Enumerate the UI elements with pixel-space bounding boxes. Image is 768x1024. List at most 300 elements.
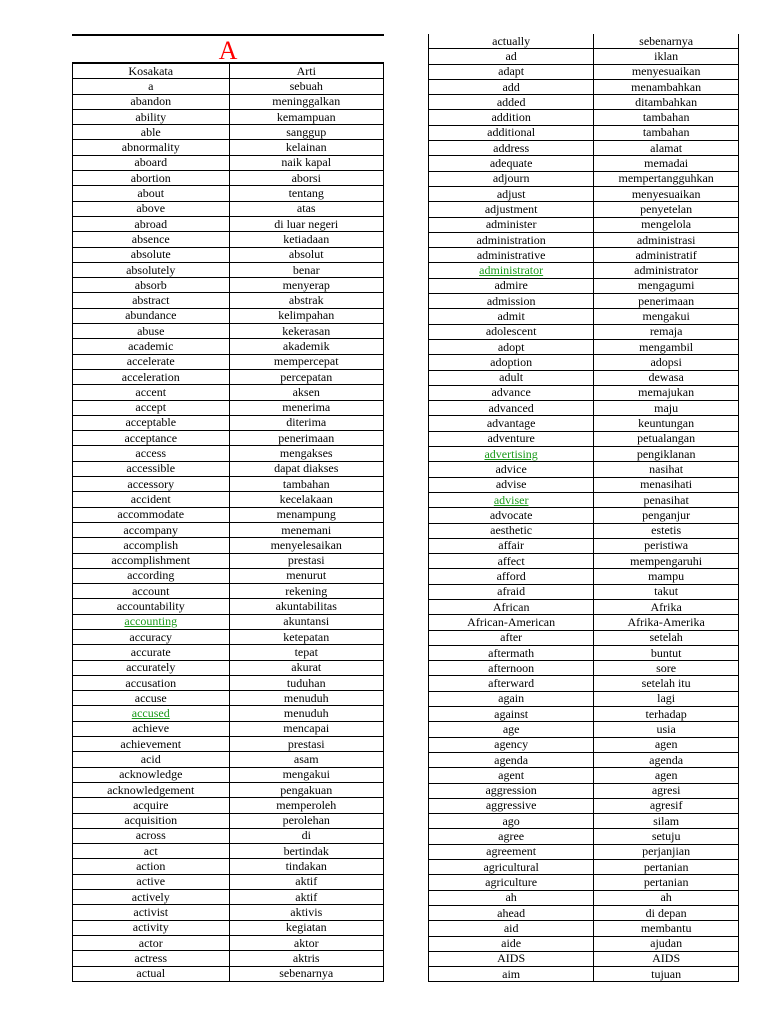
vocab-word: acquisition bbox=[73, 813, 230, 828]
table-row bbox=[429, 722, 739, 737]
vocab-meaning: akademik bbox=[229, 339, 384, 354]
vocab-word: accuse bbox=[73, 691, 230, 706]
vocab-meaning: menuduh bbox=[229, 706, 384, 721]
table-row bbox=[429, 355, 739, 370]
vocab-meaning: asam bbox=[229, 752, 384, 767]
vocab-word-link[interactable]: accounting bbox=[73, 614, 230, 629]
vocab-word: accept bbox=[73, 400, 230, 415]
vocab-meaning: absolut bbox=[229, 247, 384, 262]
vocab-word: achieve bbox=[73, 721, 230, 736]
vocab-meaning: menyesuaikan bbox=[594, 186, 739, 201]
table-row bbox=[429, 156, 739, 171]
table-row bbox=[429, 324, 739, 339]
vocab-word: absolutely bbox=[73, 262, 230, 277]
table-row bbox=[73, 354, 384, 369]
page-title: A bbox=[72, 34, 384, 63]
vocab-word: accurately bbox=[73, 660, 230, 675]
vocab-meaning: aborsi bbox=[229, 171, 384, 186]
vocab-meaning: setelah bbox=[594, 630, 739, 645]
vocab-word: accusation bbox=[73, 675, 230, 690]
vocab-meaning: Afrika bbox=[594, 599, 739, 614]
vocab-meaning: tindakan bbox=[229, 859, 384, 874]
vocab-word: aggressive bbox=[429, 798, 594, 813]
table-row bbox=[73, 109, 384, 124]
vocab-meaning: aktris bbox=[229, 951, 384, 966]
vocab-word: advanced bbox=[429, 401, 594, 416]
vocab-word: above bbox=[73, 201, 230, 216]
table-row bbox=[429, 921, 739, 936]
vocab-meaning: prestasi bbox=[229, 737, 384, 752]
right-table-body bbox=[429, 34, 739, 982]
vocab-meaning: tambahan bbox=[594, 110, 739, 125]
vocab-word: acknowledge bbox=[73, 767, 230, 782]
vocab-meaning: penyetelan bbox=[594, 202, 739, 217]
vocab-meaning: di depan bbox=[594, 905, 739, 920]
vocab-word: abandon bbox=[73, 94, 230, 109]
table-row bbox=[429, 125, 739, 140]
table-row bbox=[73, 492, 384, 507]
vocab-meaning: di luar negeri bbox=[229, 216, 384, 231]
vocab-word: adequate bbox=[429, 156, 594, 171]
table-row bbox=[73, 584, 384, 599]
vocab-word: afford bbox=[429, 569, 594, 584]
table-row bbox=[73, 660, 384, 675]
table-row bbox=[73, 125, 384, 140]
vocab-meaning: memadai bbox=[594, 156, 739, 171]
table-row bbox=[73, 645, 384, 660]
table-row bbox=[73, 721, 384, 736]
vocab-meaning: meninggalkan bbox=[229, 94, 384, 109]
table-row bbox=[429, 232, 739, 247]
vocab-word: advice bbox=[429, 462, 594, 477]
table-row bbox=[73, 94, 384, 109]
table-row bbox=[429, 599, 739, 614]
table-row bbox=[73, 813, 384, 828]
vocab-meaning: iklan bbox=[594, 49, 739, 64]
vocab-word: agriculture bbox=[429, 875, 594, 890]
table-row bbox=[73, 324, 384, 339]
vocab-word: afterward bbox=[429, 676, 594, 691]
vocab-word: aim bbox=[429, 967, 594, 982]
vocab-word: ability bbox=[73, 109, 230, 124]
table-row bbox=[429, 829, 739, 844]
table-row bbox=[429, 248, 739, 263]
table-row bbox=[429, 462, 739, 477]
table-row bbox=[429, 447, 739, 462]
vocab-meaning: tujuan bbox=[594, 967, 739, 982]
vocab-meaning: penganjur bbox=[594, 508, 739, 523]
vocab-word: again bbox=[429, 691, 594, 706]
table-row bbox=[429, 584, 739, 599]
table-row bbox=[73, 431, 384, 446]
vocab-word: accountability bbox=[73, 599, 230, 614]
vocab-word: affect bbox=[429, 554, 594, 569]
table-row bbox=[429, 905, 739, 920]
header-word: Kosakata bbox=[73, 64, 230, 79]
vocab-meaning: agen bbox=[594, 737, 739, 752]
right-vocabulary-column bbox=[428, 34, 739, 982]
table-row bbox=[73, 522, 384, 537]
vocab-word-link[interactable]: accused bbox=[73, 706, 230, 721]
vocab-meaning: rekening bbox=[229, 584, 384, 599]
vocab-word: acceptance bbox=[73, 431, 230, 446]
table-row bbox=[429, 49, 739, 64]
table-row bbox=[73, 782, 384, 797]
vocab-word: after bbox=[429, 630, 594, 645]
table-row bbox=[429, 416, 739, 431]
vocab-meaning: memperoleh bbox=[229, 798, 384, 813]
vocab-meaning: mengagumi bbox=[594, 278, 739, 293]
table-header-row bbox=[73, 64, 384, 79]
vocab-word: achievement bbox=[73, 737, 230, 752]
vocab-meaning: mengelola bbox=[594, 217, 739, 232]
table-row bbox=[429, 676, 739, 691]
vocab-meaning: maju bbox=[594, 401, 739, 416]
vocab-meaning: takut bbox=[594, 584, 739, 599]
vocab-meaning: atas bbox=[229, 201, 384, 216]
vocab-word: aide bbox=[429, 936, 594, 951]
table-row bbox=[429, 492, 739, 507]
table-row bbox=[73, 201, 384, 216]
table-row bbox=[429, 79, 739, 94]
vocab-meaning: agenda bbox=[594, 752, 739, 767]
table-row bbox=[429, 202, 739, 217]
vocab-word: accessible bbox=[73, 461, 230, 476]
vocab-word: afternoon bbox=[429, 661, 594, 676]
vocab-word: actual bbox=[73, 966, 230, 981]
table-row bbox=[429, 370, 739, 385]
vocab-word: access bbox=[73, 446, 230, 461]
table-row bbox=[429, 171, 739, 186]
table-row bbox=[429, 768, 739, 783]
vocab-word: absorb bbox=[73, 278, 230, 293]
vocab-word: aid bbox=[429, 921, 594, 936]
vocab-word: acknowledgement bbox=[73, 782, 230, 797]
table-row bbox=[429, 936, 739, 951]
vocab-meaning: sore bbox=[594, 661, 739, 676]
vocab-meaning: administrasi bbox=[594, 232, 739, 247]
table-row bbox=[73, 186, 384, 201]
vocab-word: adult bbox=[429, 370, 594, 385]
vocab-word: advise bbox=[429, 477, 594, 492]
vocab-word: actually bbox=[429, 34, 594, 49]
table-row bbox=[73, 737, 384, 752]
vocab-meaning: akuntansi bbox=[229, 614, 384, 629]
vocab-meaning: menampung bbox=[229, 507, 384, 522]
table-row bbox=[429, 186, 739, 201]
vocab-meaning: menyerap bbox=[229, 278, 384, 293]
vocab-meaning: ditambahkan bbox=[594, 95, 739, 110]
vocab-meaning: menambahkan bbox=[594, 79, 739, 94]
header-meaning: Arti bbox=[229, 64, 384, 79]
vocab-word: adapt bbox=[429, 64, 594, 79]
table-row bbox=[73, 675, 384, 690]
vocab-meaning: estetis bbox=[594, 523, 739, 538]
table-row bbox=[73, 920, 384, 935]
vocab-meaning: terhadap bbox=[594, 707, 739, 722]
vocab-word: absence bbox=[73, 232, 230, 247]
table-row bbox=[429, 691, 739, 706]
vocab-meaning: kelimpahan bbox=[229, 308, 384, 323]
vocab-word: accelerate bbox=[73, 354, 230, 369]
table-row bbox=[429, 339, 739, 354]
vocab-meaning: AIDS bbox=[594, 951, 739, 966]
table-row bbox=[73, 477, 384, 492]
vocab-meaning: setelah itu bbox=[594, 676, 739, 691]
vocab-meaning: kelainan bbox=[229, 140, 384, 155]
table-row bbox=[429, 294, 739, 309]
table-row bbox=[73, 278, 384, 293]
vocab-meaning: mempertangguhkan bbox=[594, 171, 739, 186]
vocab-word: administer bbox=[429, 217, 594, 232]
table-row bbox=[73, 461, 384, 476]
vocab-word: accessory bbox=[73, 477, 230, 492]
vocab-meaning: agresif bbox=[594, 798, 739, 813]
vocab-meaning: mengakses bbox=[229, 446, 384, 461]
vocab-meaning: prestasi bbox=[229, 553, 384, 568]
vocab-word: ago bbox=[429, 814, 594, 829]
vocab-meaning: menasihati bbox=[594, 477, 739, 492]
table-row bbox=[73, 935, 384, 950]
vocab-word: abuse bbox=[73, 324, 230, 339]
vocab-word: agency bbox=[429, 737, 594, 752]
vocab-word: advantage bbox=[429, 416, 594, 431]
vocab-word: action bbox=[73, 859, 230, 874]
vocab-meaning: administrator bbox=[594, 263, 739, 278]
table-row bbox=[429, 278, 739, 293]
vocab-meaning: naik kapal bbox=[229, 155, 384, 170]
table-row bbox=[73, 706, 384, 721]
vocab-meaning: ketepatan bbox=[229, 629, 384, 644]
table-row bbox=[73, 155, 384, 170]
vocab-word: accent bbox=[73, 385, 230, 400]
vocab-word: adventure bbox=[429, 431, 594, 446]
table-row bbox=[429, 844, 739, 859]
vocab-word: aboard bbox=[73, 155, 230, 170]
vocab-meaning: mempercepat bbox=[229, 354, 384, 369]
vocab-word: administration bbox=[429, 232, 594, 247]
table-row bbox=[73, 966, 384, 981]
table-row bbox=[429, 951, 739, 966]
vocab-word: academic bbox=[73, 339, 230, 354]
table-row bbox=[73, 752, 384, 767]
vocab-word: admire bbox=[429, 278, 594, 293]
table-row bbox=[429, 814, 739, 829]
vocab-word: AIDS bbox=[429, 951, 594, 966]
vocab-meaning: keuntungan bbox=[594, 416, 739, 431]
vocab-word: affair bbox=[429, 538, 594, 553]
vocab-word: administrative bbox=[429, 248, 594, 263]
vocab-meaning: ah bbox=[594, 890, 739, 905]
vocab-word: acceleration bbox=[73, 369, 230, 384]
vocab-word: accomplish bbox=[73, 538, 230, 553]
vocab-word: ad bbox=[429, 49, 594, 64]
vocab-meaning: petualangan bbox=[594, 431, 739, 446]
table-row bbox=[429, 34, 739, 49]
vocab-meaning: lagi bbox=[594, 691, 739, 706]
vocab-word: actively bbox=[73, 890, 230, 905]
table-row bbox=[73, 232, 384, 247]
table-row bbox=[73, 767, 384, 782]
vocab-meaning: mampu bbox=[594, 569, 739, 584]
vocab-meaning: perolehan bbox=[229, 813, 384, 828]
table-row bbox=[429, 783, 739, 798]
table-row bbox=[73, 844, 384, 859]
table-row bbox=[73, 905, 384, 920]
table-row bbox=[73, 171, 384, 186]
vocab-word: actor bbox=[73, 935, 230, 950]
vocab-meaning: penerimaan bbox=[594, 294, 739, 309]
table-row bbox=[73, 951, 384, 966]
table-row bbox=[73, 140, 384, 155]
vocab-meaning: mempengaruhi bbox=[594, 554, 739, 569]
table-row bbox=[429, 860, 739, 875]
vocab-meaning: aktivis bbox=[229, 905, 384, 920]
vocab-word: abnormality bbox=[73, 140, 230, 155]
table-row bbox=[73, 568, 384, 583]
table-row bbox=[73, 798, 384, 813]
table-row bbox=[73, 385, 384, 400]
table-row bbox=[73, 339, 384, 354]
table-row bbox=[73, 890, 384, 905]
vocab-word: able bbox=[73, 125, 230, 140]
vocab-word: accident bbox=[73, 492, 230, 507]
vocab-word: aggression bbox=[429, 783, 594, 798]
table-row bbox=[429, 645, 739, 660]
vocab-word: a bbox=[73, 79, 230, 94]
vocab-meaning: administratif bbox=[594, 248, 739, 263]
table-row bbox=[429, 401, 739, 416]
vocab-word: African-American bbox=[429, 615, 594, 630]
right-vocabulary-table bbox=[428, 34, 739, 982]
vocab-word: agreement bbox=[429, 844, 594, 859]
table-row bbox=[429, 110, 739, 125]
vocab-meaning: tambahan bbox=[229, 477, 384, 492]
vocab-meaning: mengambil bbox=[594, 339, 739, 354]
vocab-word: accommodate bbox=[73, 507, 230, 522]
table-row bbox=[73, 247, 384, 262]
table-row bbox=[73, 614, 384, 629]
table-row bbox=[429, 707, 739, 722]
vocab-meaning: di bbox=[229, 828, 384, 843]
vocab-word: activist bbox=[73, 905, 230, 920]
table-row bbox=[429, 967, 739, 982]
vocab-word: accurate bbox=[73, 645, 230, 660]
vocab-word: accomplishment bbox=[73, 553, 230, 568]
vocab-word-link[interactable]: advertising bbox=[429, 447, 594, 462]
vocab-word: adjust bbox=[429, 186, 594, 201]
vocab-meaning: tuduhan bbox=[229, 675, 384, 690]
vocab-word-link[interactable]: administrator bbox=[429, 263, 594, 278]
vocab-meaning: kekerasan bbox=[229, 324, 384, 339]
table-row bbox=[429, 477, 739, 492]
vocab-word: aftermath bbox=[429, 645, 594, 660]
vocab-meaning: mengakui bbox=[594, 309, 739, 324]
table-row bbox=[429, 875, 739, 890]
table-row bbox=[73, 507, 384, 522]
vocab-meaning: agresi bbox=[594, 783, 739, 798]
table-row bbox=[429, 890, 739, 905]
table-row bbox=[73, 216, 384, 231]
table-row bbox=[429, 64, 739, 79]
vocab-word: act bbox=[73, 844, 230, 859]
table-row bbox=[73, 369, 384, 384]
vocab-word: acid bbox=[73, 752, 230, 767]
vocab-word: abroad bbox=[73, 216, 230, 231]
vocab-word: agent bbox=[429, 768, 594, 783]
table-row bbox=[429, 661, 739, 676]
vocab-word: additional bbox=[429, 125, 594, 140]
vocab-meaning: menemani bbox=[229, 522, 384, 537]
vocab-word: adjourn bbox=[429, 171, 594, 186]
vocab-meaning: dewasa bbox=[594, 370, 739, 385]
table-row bbox=[429, 431, 739, 446]
vocab-meaning: agen bbox=[594, 768, 739, 783]
table-row bbox=[429, 752, 739, 767]
vocab-meaning: dapat diakses bbox=[229, 461, 384, 476]
table-row bbox=[429, 263, 739, 278]
vocab-meaning: ajudan bbox=[594, 936, 739, 951]
vocab-word: agree bbox=[429, 829, 594, 844]
table-row bbox=[73, 400, 384, 415]
vocab-word: active bbox=[73, 874, 230, 889]
vocab-meaning: usia bbox=[594, 722, 739, 737]
vocab-word: adolescent bbox=[429, 324, 594, 339]
vocab-word: acquire bbox=[73, 798, 230, 813]
left-table-body bbox=[73, 79, 384, 982]
vocab-meaning: pengiklanan bbox=[594, 447, 739, 462]
table-row bbox=[429, 798, 739, 813]
vocab-word: agenda bbox=[429, 752, 594, 767]
vocab-meaning: akuntabilitas bbox=[229, 599, 384, 614]
table-row bbox=[429, 569, 739, 584]
vocab-word: advocate bbox=[429, 508, 594, 523]
vocab-meaning: sebenarnya bbox=[594, 34, 739, 49]
table-row bbox=[429, 385, 739, 400]
vocab-word: against bbox=[429, 707, 594, 722]
vocab-word: African bbox=[429, 599, 594, 614]
vocab-meaning: remaja bbox=[594, 324, 739, 339]
vocab-meaning: aktif bbox=[229, 890, 384, 905]
vocab-word: abundance bbox=[73, 308, 230, 323]
vocab-word-link[interactable]: adviser bbox=[429, 492, 594, 507]
vocab-word: across bbox=[73, 828, 230, 843]
vocab-meaning: pengakuan bbox=[229, 782, 384, 797]
table-row bbox=[429, 523, 739, 538]
vocab-meaning: kemampuan bbox=[229, 109, 384, 124]
table-row bbox=[73, 859, 384, 874]
vocab-word: adjustment bbox=[429, 202, 594, 217]
vocab-word: age bbox=[429, 722, 594, 737]
vocab-meaning: ketiadaan bbox=[229, 232, 384, 247]
vocab-meaning: akurat bbox=[229, 660, 384, 675]
vocab-word: absolute bbox=[73, 247, 230, 262]
vocab-meaning: nasihat bbox=[594, 462, 739, 477]
table-row bbox=[429, 217, 739, 232]
vocab-meaning: menyelesaikan bbox=[229, 538, 384, 553]
vocab-word: accompany bbox=[73, 522, 230, 537]
vocab-word: admission bbox=[429, 294, 594, 309]
vocab-meaning: percepatan bbox=[229, 369, 384, 384]
vocab-word: added bbox=[429, 95, 594, 110]
vocab-meaning: memajukan bbox=[594, 385, 739, 400]
vocab-meaning: pertanian bbox=[594, 875, 739, 890]
vocab-word: add bbox=[429, 79, 594, 94]
vocab-meaning: alamat bbox=[594, 141, 739, 156]
table-row bbox=[73, 629, 384, 644]
vocab-word: actress bbox=[73, 951, 230, 966]
vocab-meaning: Afrika-Amerika bbox=[594, 615, 739, 630]
